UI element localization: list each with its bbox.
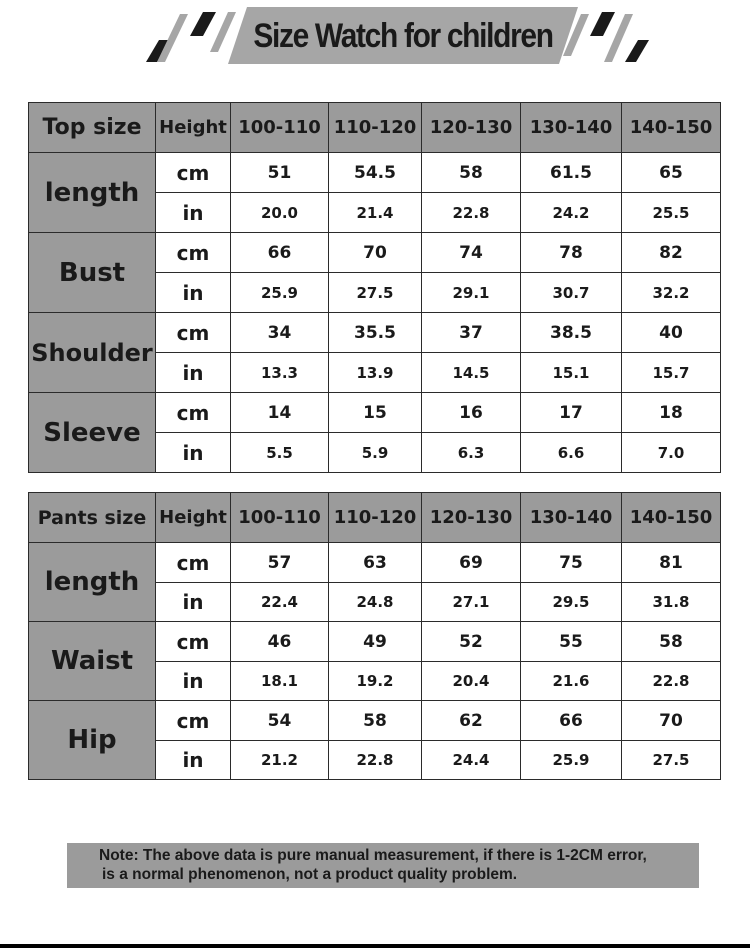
value-cell: 21.4: [329, 193, 422, 233]
value-cell: 46: [231, 622, 329, 662]
table-row: [29, 153, 721, 193]
unit-in: in: [156, 193, 231, 233]
value-cell: 66: [231, 233, 329, 273]
value-cell: 25.5: [622, 193, 721, 233]
value-cell: 55: [521, 622, 622, 662]
value-cell: 7.0: [622, 433, 721, 473]
value-cell: 58: [422, 153, 521, 193]
col-header: 100-110: [231, 103, 329, 153]
right-stripe-2: [590, 12, 615, 36]
value-cell: 15.1: [521, 353, 622, 393]
row-category: length: [29, 153, 156, 233]
value-cell: 5.5: [231, 433, 329, 473]
pants-header-row: [29, 493, 721, 543]
height-header: Height: [156, 103, 231, 153]
height-header: Height: [156, 493, 231, 543]
row-category: Hip: [29, 701, 156, 780]
value-cell: 24.8: [329, 583, 422, 622]
row-category: length: [29, 543, 156, 622]
value-cell: 38.5: [521, 313, 622, 353]
value-cell: 6.3: [422, 433, 521, 473]
value-cell: 20.0: [231, 193, 329, 233]
note-box: [67, 843, 699, 888]
pants-size-label: Pants size: [29, 493, 156, 543]
unit-in: in: [156, 741, 231, 780]
value-cell: 63: [329, 543, 422, 583]
value-cell: 35.5: [329, 313, 422, 353]
pants-size-table: [28, 492, 721, 780]
left-stripe-4: [210, 12, 236, 52]
value-cell: 57: [231, 543, 329, 583]
value-cell: 40: [622, 313, 721, 353]
col-header: 140-150: [622, 103, 721, 153]
value-cell: 6.6: [521, 433, 622, 473]
value-cell: 18: [622, 393, 721, 433]
unit-cm: cm: [156, 543, 231, 583]
value-cell: 37: [422, 313, 521, 353]
table-row: [29, 701, 721, 741]
table-row: [29, 233, 721, 273]
value-cell: 16: [422, 393, 521, 433]
row-category: Sleeve: [29, 393, 156, 473]
page-title: Size Watch for children: [253, 17, 553, 55]
note-line-1: Note: The above data is pure manual measurement, if there is 1-2CM error,: [99, 847, 647, 864]
col-header: 110-120: [329, 103, 422, 153]
row-category: Shoulder: [29, 313, 156, 393]
value-cell: 31.8: [622, 583, 721, 622]
right-stripe-4: [625, 40, 649, 62]
value-cell: 52: [422, 622, 521, 662]
value-cell: 70: [329, 233, 422, 273]
value-cell: 25.9: [521, 741, 622, 780]
unit-cm: cm: [156, 313, 231, 353]
value-cell: 5.9: [329, 433, 422, 473]
note-line-2: is a normal phenomenon, not a product quality problem.: [102, 866, 518, 883]
unit-cm: cm: [156, 622, 231, 662]
unit-in: in: [156, 583, 231, 622]
value-cell: 20.4: [422, 662, 521, 701]
col-header: 100-110: [231, 493, 329, 543]
value-cell: 29.5: [521, 583, 622, 622]
value-cell: 74: [422, 233, 521, 273]
value-cell: 61.5: [521, 153, 622, 193]
unit-cm: cm: [156, 393, 231, 433]
value-cell: 21.2: [231, 741, 329, 780]
top-size-label: Top size: [29, 103, 156, 153]
value-cell: 24.4: [422, 741, 521, 780]
value-cell: 32.2: [622, 273, 721, 313]
value-cell: 58: [622, 622, 721, 662]
value-cell: 69: [422, 543, 521, 583]
col-header: 140-150: [622, 493, 721, 543]
value-cell: 54: [231, 701, 329, 741]
left-stripe-2: [157, 14, 188, 62]
row-category: Bust: [29, 233, 156, 313]
unit-cm: cm: [156, 701, 231, 741]
value-cell: 70: [622, 701, 721, 741]
value-cell: 22.8: [422, 193, 521, 233]
col-header: 110-120: [329, 493, 422, 543]
value-cell: 58: [329, 701, 422, 741]
table-row: [29, 543, 721, 583]
value-cell: 14.5: [422, 353, 521, 393]
value-cell: 75: [521, 543, 622, 583]
value-cell: 13.9: [329, 353, 422, 393]
col-header: 120-130: [422, 103, 521, 153]
value-cell: 22.4: [231, 583, 329, 622]
value-cell: 54.5: [329, 153, 422, 193]
value-cell: 24.2: [521, 193, 622, 233]
value-cell: 25.9: [231, 273, 329, 313]
value-cell: 19.2: [329, 662, 422, 701]
value-cell: 49: [329, 622, 422, 662]
table-row: [29, 622, 721, 662]
value-cell: 30.7: [521, 273, 622, 313]
value-cell: 62: [422, 701, 521, 741]
unit-in: in: [156, 273, 231, 313]
value-cell: 81: [622, 543, 721, 583]
value-cell: 22.8: [329, 741, 422, 780]
col-header: 120-130: [422, 493, 521, 543]
value-cell: 22.8: [622, 662, 721, 701]
value-cell: 51: [231, 153, 329, 193]
value-cell: 15: [329, 393, 422, 433]
left-stripe-3: [190, 12, 216, 36]
table-row: [29, 313, 721, 353]
unit-cm: cm: [156, 233, 231, 273]
value-cell: 27.5: [329, 273, 422, 313]
top-size-table: [28, 102, 721, 473]
col-header: 130-140: [521, 493, 622, 543]
bottom-divider: [0, 944, 750, 948]
value-cell: 18.1: [231, 662, 329, 701]
value-cell: 65: [622, 153, 721, 193]
top-header-row: [29, 103, 721, 153]
value-cell: 13.3: [231, 353, 329, 393]
value-cell: 66: [521, 701, 622, 741]
value-cell: 29.1: [422, 273, 521, 313]
unit-in: in: [156, 433, 231, 473]
unit-cm: cm: [156, 153, 231, 193]
value-cell: 17: [521, 393, 622, 433]
row-category: Waist: [29, 622, 156, 701]
value-cell: 78: [521, 233, 622, 273]
value-cell: 27.5: [622, 741, 721, 780]
table-row: [29, 393, 721, 433]
col-header: 130-140: [521, 103, 622, 153]
unit-in: in: [156, 662, 231, 701]
value-cell: 14: [231, 393, 329, 433]
value-cell: 82: [622, 233, 721, 273]
value-cell: 27.1: [422, 583, 521, 622]
title-banner: [0, 0, 750, 80]
value-cell: 15.7: [622, 353, 721, 393]
value-cell: 34: [231, 313, 329, 353]
unit-in: in: [156, 353, 231, 393]
value-cell: 21.6: [521, 662, 622, 701]
